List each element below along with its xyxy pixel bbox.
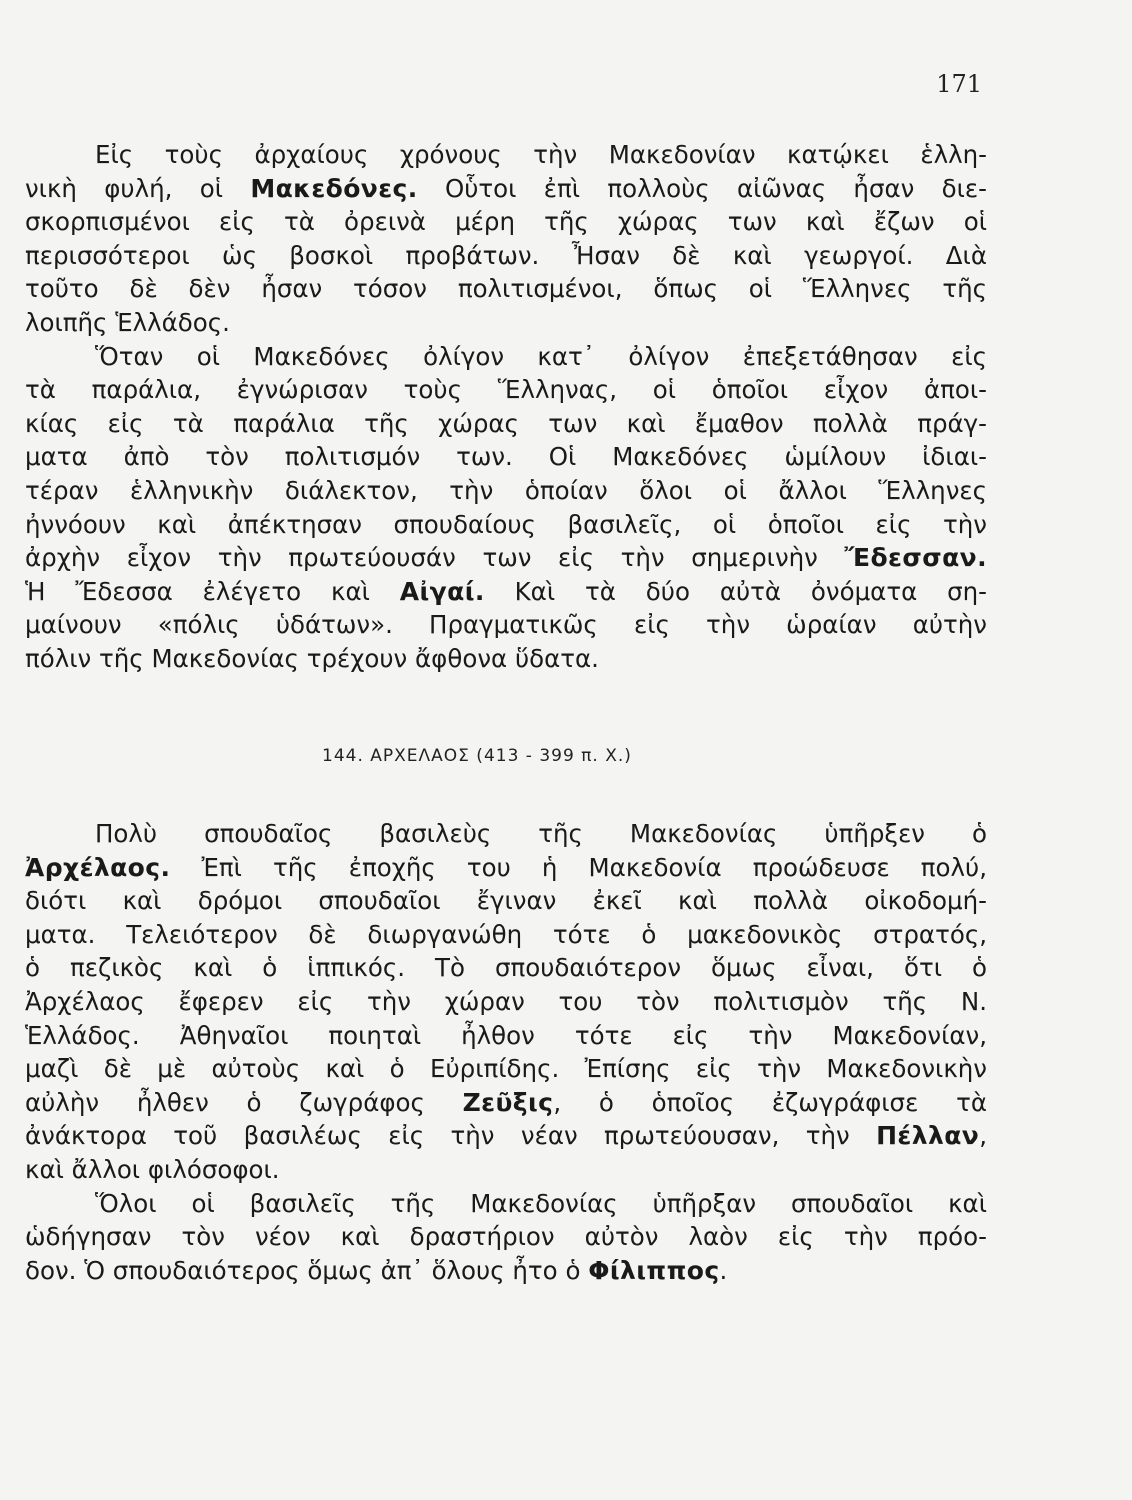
text-line xyxy=(25,1187,987,1221)
text-segment: νικὴ φυλή, οἱ xyxy=(25,173,251,203)
text-line xyxy=(25,1086,987,1120)
section-macedonians-text xyxy=(25,138,987,676)
emphasized-name: Μακεδόνες. xyxy=(250,173,418,203)
text-segment: τοῦτο δὲ δὲν ἦσαν τόσον πολιτισμένοι, ὅπως οἱ Ἕλληνες τῆς xyxy=(25,274,987,304)
text-line xyxy=(25,340,987,374)
text-segment: . xyxy=(719,1255,728,1285)
text-line xyxy=(25,642,987,676)
text-line xyxy=(25,1153,987,1187)
text-segment: κίας εἰς τὰ παράλια τῆς χώρας των καὶ ἔμαθον πολλὰ πράγ- xyxy=(25,408,987,438)
text-line xyxy=(25,884,987,918)
text-line xyxy=(25,1052,987,1086)
text-line xyxy=(25,951,987,985)
text-segment: μαζὶ δὲ μὲ αὐτοὺς καὶ ὁ Εὐριπίδης. Ἐπίσης εἰς τὴν Μακεδονικὴν xyxy=(25,1054,987,1084)
section-archelaos-text xyxy=(25,817,987,1287)
text-segment: Ἐπὶ τῆς ἐποχῆς του ἡ Μακεδονία προώδευσε πολύ, xyxy=(170,852,987,882)
text-segment: ὁ πεζικὸς καὶ ὁ ἱππικός. Τὸ σπουδαιότερον ὅμως εἶναι, ὅτι ὁ xyxy=(25,953,987,983)
text-line xyxy=(25,440,987,474)
text-line xyxy=(25,1119,987,1153)
text-segment: Οὗτοι ἐπὶ πολλοὺς αἰῶνας ἦσαν διε- xyxy=(417,173,987,203)
text-segment: σκορπισμένοι εἰς τὰ ὀρεινὰ μέρη τῆς χώρας των καὶ ἔζων οἱ xyxy=(25,207,987,237)
text-line xyxy=(25,851,987,885)
text-line xyxy=(25,272,987,306)
text-line xyxy=(25,474,987,508)
text-line xyxy=(25,306,987,340)
emphasized-name: Ζεῦξις xyxy=(462,1087,554,1117)
text-segment: τέραν ἑλληνικὴν διάλεκτον, τὴν ὁποίαν ὅλοι οἱ ἄλλοι Ἕλληνες xyxy=(25,475,987,505)
text-line xyxy=(25,239,987,273)
text-segment: ὡδήγησαν τὸν νέον καὶ δραστήριον αὐτὸν λαὸν εἰς τὴν πρόο- xyxy=(25,1222,987,1252)
text-line xyxy=(25,541,987,575)
text-line xyxy=(25,817,987,851)
text-line xyxy=(25,373,987,407)
text-segment: μαίνουν «πόλις ὑδάτων». Πραγματικῶς εἰς τὴν ὡραίαν αὐτὴν xyxy=(25,610,987,640)
text-segment: αὐλὴν ἦλθεν ὁ ζωγράφος xyxy=(25,1087,463,1117)
text-line xyxy=(25,1220,987,1254)
emphasized-name: Ἀρχέλαος. xyxy=(25,852,171,882)
text-segment: ἀνάκτορα τοῦ βασιλέως εἰς τὴν νέαν πρωτεύουσαν, τὴν xyxy=(25,1121,877,1151)
text-segment: ἠννόουν καὶ ἀπέκτησαν σπουδαίους βασιλεῖς, οἱ ὁποῖοι εἰς τὴν xyxy=(25,509,987,539)
text-segment: Πολὺ σπουδαῖος βασιλεὺς τῆς Μακεδονίας ὑπῆρξεν ὁ xyxy=(95,819,987,848)
text-line xyxy=(25,575,987,609)
text-segment: πόλιν τῆς Μακεδονίας τρέχουν ἄφθονα ὕδατα. xyxy=(25,643,599,673)
text-segment: ματα. Τελειότερον δὲ διωργανώθη τότε ὁ μακεδονικὸς στρατός, xyxy=(25,919,987,949)
text-segment: καὶ ἄλλοι φιλόσοφοι. xyxy=(25,1154,280,1184)
text-segment: Ἀρχέλαος ἔφερεν εἰς τὴν χώραν του τὸν πολιτισμὸν τῆς Ν. xyxy=(25,986,987,1016)
text-line xyxy=(25,508,987,542)
text-segment: δον. Ὁ σπουδαιότερος ὅμως ἀπ᾽ ὅλους ἦτο ὁ xyxy=(25,1255,589,1285)
text-line xyxy=(25,1019,987,1053)
text-line xyxy=(25,608,987,642)
text-segment: περισσότεροι ὡς βοσκοὶ προβάτων. Ἦσαν δὲ καὶ γεωργοί. Διὰ xyxy=(25,240,987,270)
emphasized-name: Αἰγαί. xyxy=(399,576,485,606)
text-line xyxy=(25,407,987,441)
text-line xyxy=(25,205,987,239)
text-line xyxy=(25,918,987,952)
text-segment: ἀρχὴν εἶχον τὴν πρωτεύουσάν των εἰς τὴν σημερινὴν xyxy=(25,543,845,573)
text-segment: Ἑλλάδος. Ἀθηναῖοι ποιηταὶ ἦλθον τότε εἰς τὴν Μακεδονίαν, xyxy=(25,1020,987,1050)
text-line xyxy=(25,172,987,206)
emphasized-name: Φίλιππος xyxy=(588,1255,720,1285)
text-line xyxy=(25,138,987,172)
emphasized-name: Πέλλαν xyxy=(876,1121,980,1151)
text-segment: λοιπῆς Ἑλλάδος. xyxy=(25,307,230,337)
text-segment: τὰ παράλια, ἐγνώρισαν τοὺς Ἕλληνας, οἱ ὁποῖοι εἶχον ἀποι- xyxy=(25,375,987,405)
section-heading-archelaos: 144. ΑΡΧΕΛΑΟΣ (413 - 399 π. Χ.) xyxy=(322,746,632,766)
text-line xyxy=(25,1254,987,1288)
text-segment: Εἰς τοὺς ἀρχαίους χρόνους τὴν Μακεδονίαν κατῴκει ἑλλη- xyxy=(95,140,987,169)
text-segment: , xyxy=(979,1121,987,1151)
text-segment: Ἡ Ἔδεσσα ἐλέγετο καὶ xyxy=(25,576,400,606)
text-segment: Ὅλοι οἱ βασιλεῖς τῆς Μακεδονίας ὑπῆρξαν σπουδαῖοι καὶ xyxy=(95,1188,987,1218)
text-line xyxy=(25,985,987,1019)
text-segment: Καὶ τὰ δύο αὐτὰ ὀνόματα ση- xyxy=(484,576,988,606)
text-segment: διότι καὶ δρόμοι σπουδαῖοι ἔγιναν ἐκεῖ καὶ πολλὰ οἰκοδομή- xyxy=(25,886,987,916)
text-segment: ματα ἀπὸ τὸν πολιτισμόν των. Οἱ Μακεδόνες ὡμίλουν ἰδιαι- xyxy=(25,442,987,472)
text-segment: , ὁ ὁποῖος ἐζωγράφισε τὰ xyxy=(553,1087,988,1117)
page-number: 171 xyxy=(936,70,982,98)
text-segment: Ὅταν οἱ Μακεδόνες ὀλίγον κατ᾽ ὀλίγον ἐπεξετάθησαν εἰς xyxy=(95,341,987,371)
emphasized-name: Ἔδεσσαν. xyxy=(844,543,987,573)
